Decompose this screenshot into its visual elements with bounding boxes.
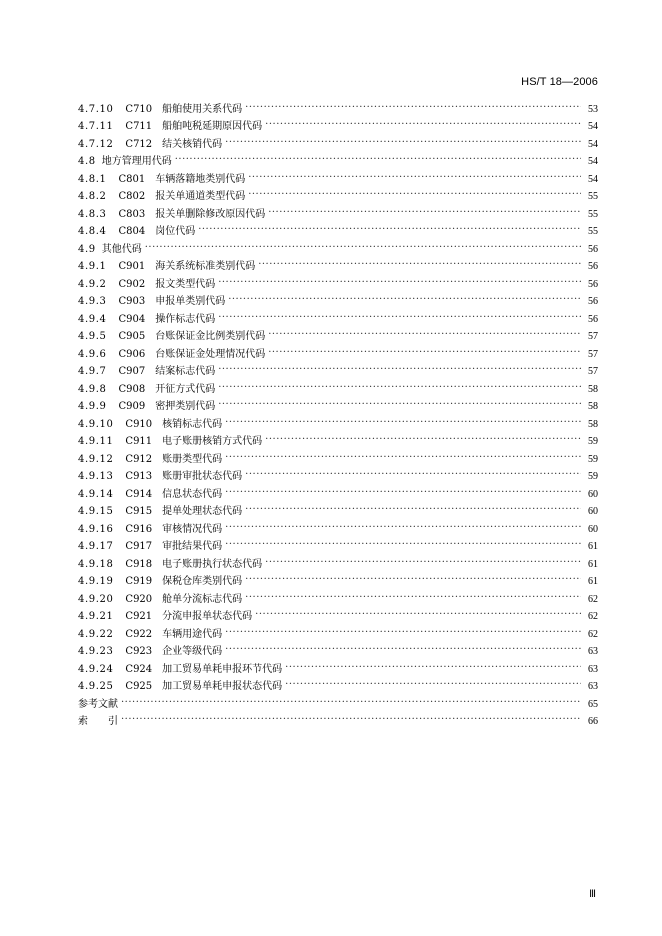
toc-page-number: 63 <box>588 663 598 675</box>
toc-leader-dots <box>268 347 581 359</box>
toc-section-number: 4.9.3 <box>78 296 107 307</box>
toc-page-number: 55 <box>588 226 598 237</box>
toc-section-number: 4.9.24 <box>78 663 114 675</box>
toc-code: C909 <box>118 401 146 412</box>
toc-page-number: 56 <box>588 296 598 307</box>
toc-section-number: 4.9.7 <box>78 366 107 377</box>
toc-entry[interactable] <box>78 186 598 204</box>
toc-code: C711 <box>125 121 153 132</box>
toc-page-number: 53 <box>588 103 598 115</box>
toc-title: 地方管理用代码 <box>101 156 172 167</box>
toc-section-number: 4.9.20 <box>78 593 114 605</box>
toc-leader-dots <box>268 329 581 341</box>
toc-leader-dots <box>248 189 581 201</box>
toc-page-number: 59 <box>588 453 598 465</box>
toc-page-number: 62 <box>588 593 598 605</box>
toc-leader-dots <box>225 137 581 149</box>
toc-code: C904 <box>118 313 146 325</box>
toc-page-number: 57 <box>588 348 598 360</box>
toc-title: 加工贸易单耗申报环节代码 <box>162 663 283 675</box>
toc-entry[interactable] <box>78 308 598 326</box>
toc-section-number: 4.9.9 <box>78 401 107 412</box>
toc-section-number: 4.9.6 <box>78 348 107 360</box>
toc-code: C921 <box>125 611 153 622</box>
toc-section-number: 4.9.10 <box>78 418 114 430</box>
toc-title: 岗位代码 <box>155 226 196 237</box>
toc-entry[interactable] <box>78 378 598 396</box>
toc-title: 审核情况代码 <box>162 523 223 535</box>
toc-page-number: 59 <box>588 471 598 482</box>
toc-page-number: 56 <box>588 313 598 325</box>
toc-leader-dots <box>225 417 581 429</box>
toc-page-number: 65 <box>588 698 598 710</box>
toc-code: C804 <box>118 226 146 237</box>
toc-entry[interactable] <box>78 98 598 116</box>
toc-section-number: 4.9.19 <box>78 576 114 587</box>
toc-code: C920 <box>125 593 153 605</box>
toc-leader-dots <box>225 644 581 656</box>
toc-title: 申报单类别代码 <box>155 296 226 307</box>
toc-leader-dots <box>265 557 581 569</box>
toc-entry[interactable] <box>78 553 598 571</box>
toc-entry[interactable] <box>78 133 598 151</box>
toc-title: 分流申报单状态代码 <box>162 611 253 622</box>
toc-leader-dots <box>175 154 581 166</box>
toc-section-number: 4.9.18 <box>78 558 114 570</box>
toc-page-number: 55 <box>588 208 598 220</box>
toc-entry[interactable] <box>78 291 598 309</box>
toc-title: 海关系统标准类别代码 <box>155 261 256 272</box>
toc-title: 审批结果代码 <box>162 541 223 552</box>
toc-section-number: 4.7.11 <box>78 121 114 132</box>
toc-leader-dots <box>245 592 581 604</box>
toc-code: C910 <box>125 418 153 430</box>
toc-code: C802 <box>118 191 146 202</box>
toc-leader-dots <box>121 714 581 726</box>
toc-section-number: 4.9.17 <box>78 541 114 552</box>
toc-leader-dots <box>218 382 581 394</box>
toc-entry[interactable] <box>78 203 598 221</box>
toc-page-number: 58 <box>588 401 598 412</box>
toc-page-number: 63 <box>588 681 598 692</box>
toc-title: 船舶吨税延期原因代码 <box>162 121 263 132</box>
toc-page-number: 56 <box>588 261 598 272</box>
toc-section-number: 4.8 <box>78 156 96 167</box>
toc-section-number: 4.9.16 <box>78 523 114 535</box>
toc-entry[interactable] <box>78 693 598 711</box>
toc-section-number: 4.7.12 <box>78 138 114 150</box>
toc-code: C803 <box>118 208 146 220</box>
toc-entry[interactable] <box>78 711 598 729</box>
toc-title: 账册类型代码 <box>162 453 223 465</box>
toc-leader-dots <box>225 452 581 464</box>
toc-entry[interactable] <box>78 326 598 344</box>
toc-title: 其他代码 <box>101 243 142 255</box>
toc-title: 台账保证金处理情况代码 <box>155 348 266 360</box>
toc-leader-dots <box>198 224 581 236</box>
toc-code: C923 <box>125 646 153 657</box>
toc-entry[interactable] <box>78 588 598 606</box>
toc-section-number: 4.9.4 <box>78 313 107 325</box>
toc-page-number: 63 <box>588 646 598 657</box>
toc-entry[interactable] <box>78 256 598 274</box>
toc-entry[interactable] <box>78 466 598 484</box>
toc-section-number: 4.8.3 <box>78 208 107 220</box>
toc-title: 保税仓库类别代码 <box>162 576 243 587</box>
toc-page-number: 60 <box>588 488 598 500</box>
toc-title: 参考文献 <box>78 698 118 710</box>
toc-entry[interactable] <box>78 448 598 466</box>
toc-entry[interactable] <box>78 343 598 361</box>
toc-code: C912 <box>125 453 153 465</box>
toc-section-number: 4.9.15 <box>78 506 114 517</box>
toc-code: C902 <box>118 278 146 290</box>
toc-page-number: 56 <box>588 278 598 290</box>
toc-leader-dots <box>218 312 581 324</box>
toc-code: C907 <box>118 366 146 377</box>
toc-page-number: 54 <box>588 121 598 132</box>
toc-page-number: 62 <box>588 611 598 622</box>
toc-page-number: 66 <box>588 716 598 727</box>
toc-entry[interactable] <box>78 273 598 291</box>
toc-entry[interactable] <box>78 536 598 554</box>
toc-entry[interactable] <box>78 238 598 256</box>
toc-code: C903 <box>118 296 146 307</box>
toc-entry[interactable] <box>78 641 598 659</box>
toc-code: C911 <box>125 436 153 447</box>
toc-title: 船舶使用关系代码 <box>162 103 243 115</box>
toc-page-number: 60 <box>588 523 598 535</box>
toc-section-number: 4.9.22 <box>78 628 114 640</box>
toc-code: C801 <box>118 173 146 185</box>
toc-section-number: 4.9.5 <box>78 331 107 342</box>
toc-leader-dots <box>248 172 581 184</box>
toc-entry[interactable] <box>78 431 598 449</box>
toc-page-number: 59 <box>588 436 598 447</box>
toc-code: C901 <box>118 261 146 272</box>
toc-leader-dots <box>285 679 581 691</box>
toc-title: 舱单分流标志代码 <box>162 593 243 605</box>
toc-page-number: 61 <box>588 541 598 552</box>
toc-title: 信息状态代码 <box>162 488 223 500</box>
toc-section-number: 4.9.12 <box>78 453 114 465</box>
toc-page-number: 62 <box>588 628 598 640</box>
toc-page-number: 61 <box>588 576 598 587</box>
toc-leader-dots <box>245 574 581 586</box>
toc-code: C925 <box>125 681 153 692</box>
toc-leader-dots <box>245 504 581 516</box>
toc-section-number: 4.9.21 <box>78 611 114 622</box>
toc-entry[interactable] <box>78 676 598 694</box>
toc-leader-dots <box>245 102 581 114</box>
toc-title: 台账保证金比例类别代码 <box>155 331 266 342</box>
toc-leader-dots <box>225 522 581 534</box>
toc-title: 结关核销代码 <box>162 138 223 150</box>
toc-section-number: 4.7.10 <box>78 103 114 115</box>
toc-entry[interactable] <box>78 361 598 379</box>
toc-code: C924 <box>125 663 153 675</box>
toc-leader-dots <box>121 697 581 709</box>
toc-page-number: 56 <box>588 243 598 255</box>
toc-title: 车辆用途代码 <box>162 628 223 640</box>
toc-page-number: 54 <box>588 138 598 150</box>
toc-leader-dots <box>268 207 581 219</box>
toc-leader-dots <box>145 242 581 254</box>
toc-entry[interactable] <box>78 518 598 536</box>
toc-code: C915 <box>125 506 153 517</box>
toc-page-number: 54 <box>588 156 598 167</box>
toc-title: 密押类别代码 <box>155 401 216 412</box>
toc-code: C914 <box>125 488 153 500</box>
toc-entry[interactable] <box>78 501 598 519</box>
toc-page-number: 58 <box>588 418 598 430</box>
toc-entry[interactable] <box>78 221 598 239</box>
toc-section-number: 4.9.23 <box>78 646 114 657</box>
toc-page-number: 55 <box>588 191 598 202</box>
toc-title: 电子账册核销方式代码 <box>162 436 263 447</box>
toc-section-number: 4.9.25 <box>78 681 114 692</box>
page-folio: Ⅲ <box>589 889 596 900</box>
toc-title: 企业等级代码 <box>162 646 223 657</box>
toc-title: 索 引 <box>78 716 118 727</box>
toc-page-number: 58 <box>588 383 598 395</box>
toc-leader-dots <box>218 399 581 411</box>
toc-title: 电子账册执行状态代码 <box>162 558 263 570</box>
toc-code: C710 <box>125 103 153 115</box>
standard-code: HS/T 18—2006 <box>521 76 598 88</box>
toc-section-number: 4.9.11 <box>78 436 114 447</box>
toc-entry[interactable] <box>78 623 598 641</box>
toc-page-number: 61 <box>588 558 598 570</box>
toc-section-number: 4.8.2 <box>78 191 107 202</box>
toc-leader-dots <box>245 469 581 481</box>
toc-leader-dots <box>265 119 581 131</box>
toc-section-number: 4.8.1 <box>78 173 107 185</box>
toc-leader-dots <box>285 662 581 674</box>
toc-title: 加工贸易单耗申报状态代码 <box>162 681 283 692</box>
toc-section-number: 4.9.1 <box>78 261 107 272</box>
toc-leader-dots <box>225 539 581 551</box>
toc-leader-dots <box>255 609 581 621</box>
toc-code: C712 <box>125 138 153 150</box>
toc-title: 车辆落籍地类别代码 <box>155 173 246 185</box>
toc-title: 报文类型代码 <box>155 278 216 290</box>
toc-title: 操作标志代码 <box>155 313 216 325</box>
toc-entry[interactable] <box>78 168 598 186</box>
toc-page-number: 57 <box>588 331 598 342</box>
table-of-contents <box>78 98 598 728</box>
toc-code: C917 <box>125 541 153 552</box>
toc-leader-dots <box>225 627 581 639</box>
toc-section-number: 4.9.14 <box>78 488 114 500</box>
toc-title: 账册审批状态代码 <box>162 471 243 482</box>
toc-code: C913 <box>125 471 153 482</box>
toc-title: 结案标志代码 <box>155 366 216 377</box>
toc-section-number: 4.9.13 <box>78 471 114 482</box>
toc-section-number: 4.9.8 <box>78 383 107 395</box>
toc-entry[interactable] <box>78 483 598 501</box>
toc-section-number: 4.9.2 <box>78 278 107 290</box>
toc-page-number: 60 <box>588 506 598 517</box>
toc-section-number: 4.9 <box>78 243 96 255</box>
toc-title: 报关单删除修改原因代码 <box>155 208 266 220</box>
toc-title: 开征方式代码 <box>155 383 216 395</box>
toc-title: 核销标志代码 <box>162 418 223 430</box>
toc-code: C908 <box>118 383 146 395</box>
toc-entry[interactable] <box>78 658 598 676</box>
toc-entry[interactable] <box>78 116 598 134</box>
toc-title: 提单处理状态代码 <box>162 506 243 517</box>
toc-entry[interactable] <box>78 571 598 589</box>
toc-code: C918 <box>125 558 153 570</box>
toc-title: 报关单通道类型代码 <box>155 191 246 202</box>
toc-code: C919 <box>125 576 153 587</box>
toc-leader-dots <box>258 259 581 271</box>
toc-code: C916 <box>125 523 153 535</box>
toc-leader-dots <box>225 487 581 499</box>
toc-page-number: 57 <box>588 366 598 377</box>
toc-entry[interactable] <box>78 413 598 431</box>
toc-leader-dots <box>228 294 581 306</box>
toc-leader-dots <box>265 434 581 446</box>
toc-entry[interactable] <box>78 606 598 624</box>
toc-leader-dots <box>218 277 581 289</box>
toc-code: C905 <box>118 331 146 342</box>
toc-page-number: 54 <box>588 173 598 185</box>
toc-entry[interactable] <box>78 396 598 414</box>
toc-code: C906 <box>118 348 146 360</box>
toc-section-number: 4.8.4 <box>78 226 107 237</box>
toc-code: C922 <box>125 628 153 640</box>
toc-entry[interactable] <box>78 151 598 169</box>
toc-leader-dots <box>218 364 581 376</box>
